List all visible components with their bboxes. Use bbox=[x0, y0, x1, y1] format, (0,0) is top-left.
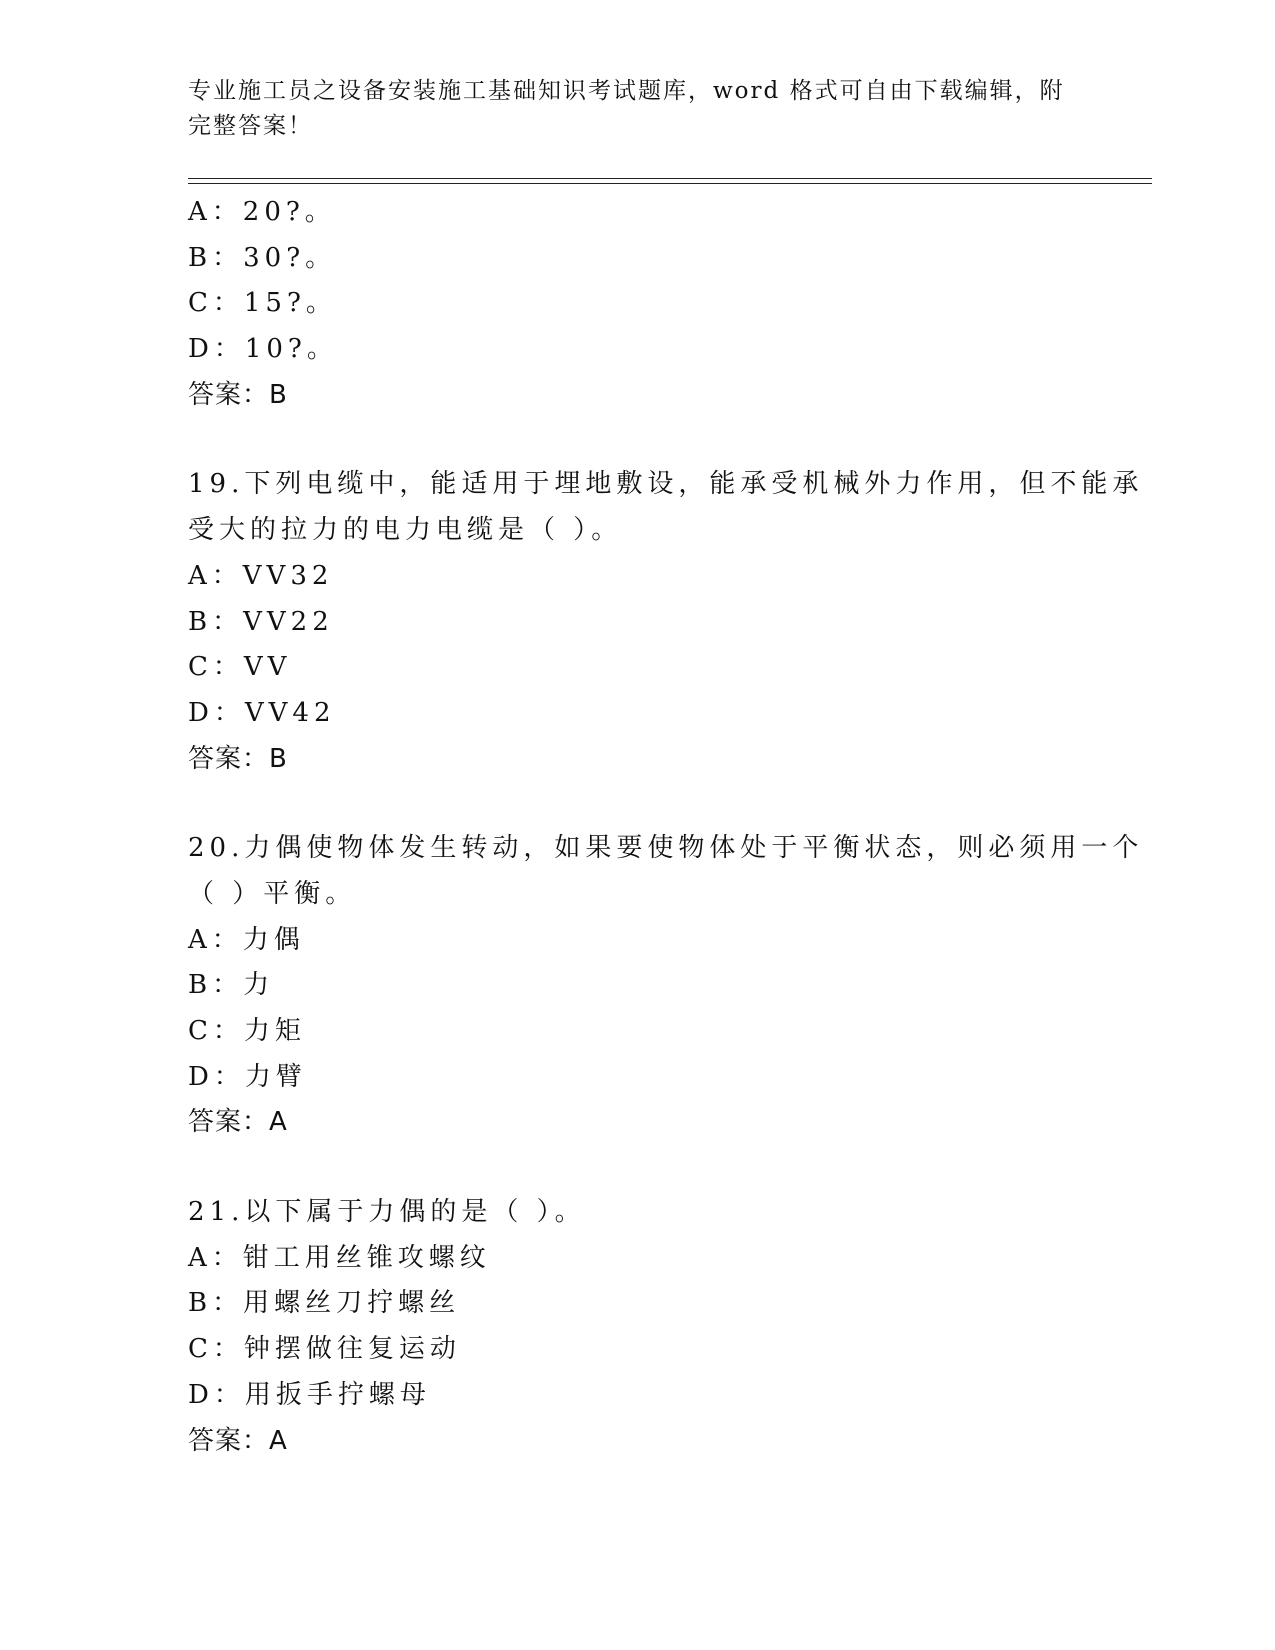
option-c: C：钟摆做往复运动 bbox=[188, 1334, 461, 1365]
option-c: C：VV bbox=[188, 652, 292, 683]
question-text-line-1: 19.下列电缆中，能适用于埋地敷设，能承受机械外力作用，但不能承 bbox=[188, 469, 1144, 500]
header-divider-top bbox=[188, 178, 1152, 179]
block-spacer bbox=[188, 418, 1088, 462]
question-text-line-2: 受大的拉力的电力电缆是（ ）。 bbox=[188, 515, 623, 546]
option-d: D：10?。 bbox=[188, 334, 338, 365]
document-header: 专业施工员之设备安装施工基础知识考试题库，word 格式可自由下载编辑，附完整答案！ bbox=[188, 78, 1065, 139]
question-20 bbox=[188, 826, 1144, 1146]
block-spacer bbox=[188, 1146, 1088, 1190]
question-21 bbox=[188, 1190, 1088, 1464]
header-divider-bottom bbox=[188, 183, 1152, 184]
answer-line: 答案：B bbox=[188, 743, 288, 774]
answer-line: 答案：B bbox=[188, 379, 288, 410]
option-c: C：15?。 bbox=[188, 288, 337, 319]
option-a: A：钳工用丝锥攻螺纹 bbox=[188, 1242, 491, 1273]
option-b: B：VV22 bbox=[188, 606, 334, 637]
question-text-line-1: 21.以下属于力偶的是（ ）。 bbox=[188, 1197, 586, 1228]
option-b: B：30?。 bbox=[188, 242, 337, 273]
question-text-line-2: （ ）平衡。 bbox=[188, 878, 357, 909]
question-list bbox=[188, 190, 1144, 1464]
option-a: A：力偶 bbox=[188, 924, 305, 955]
option-c: C：力矩 bbox=[188, 1016, 306, 1046]
answer-line: 答案：A bbox=[188, 1107, 288, 1138]
option-d: D：力臂 bbox=[188, 1061, 307, 1092]
option-a: A：20?。 bbox=[188, 197, 336, 227]
question-18-continuation bbox=[188, 190, 1088, 418]
question-text-line-1: 20.力偶使物体发生转动，如果要使物体处于平衡状态，则必须用一个 bbox=[188, 833, 1144, 864]
option-a: A：VV32 bbox=[188, 560, 334, 591]
option-d: D：用扳手拧螺母 bbox=[188, 1379, 431, 1410]
question-19 bbox=[188, 462, 1144, 782]
option-b: B：力 bbox=[188, 970, 275, 1001]
option-b: B：用螺丝刀拧螺丝 bbox=[188, 1288, 461, 1319]
option-d: D：VV42 bbox=[188, 697, 336, 728]
answer-line: 答案：A bbox=[188, 1425, 288, 1456]
block-spacer bbox=[188, 782, 1088, 826]
